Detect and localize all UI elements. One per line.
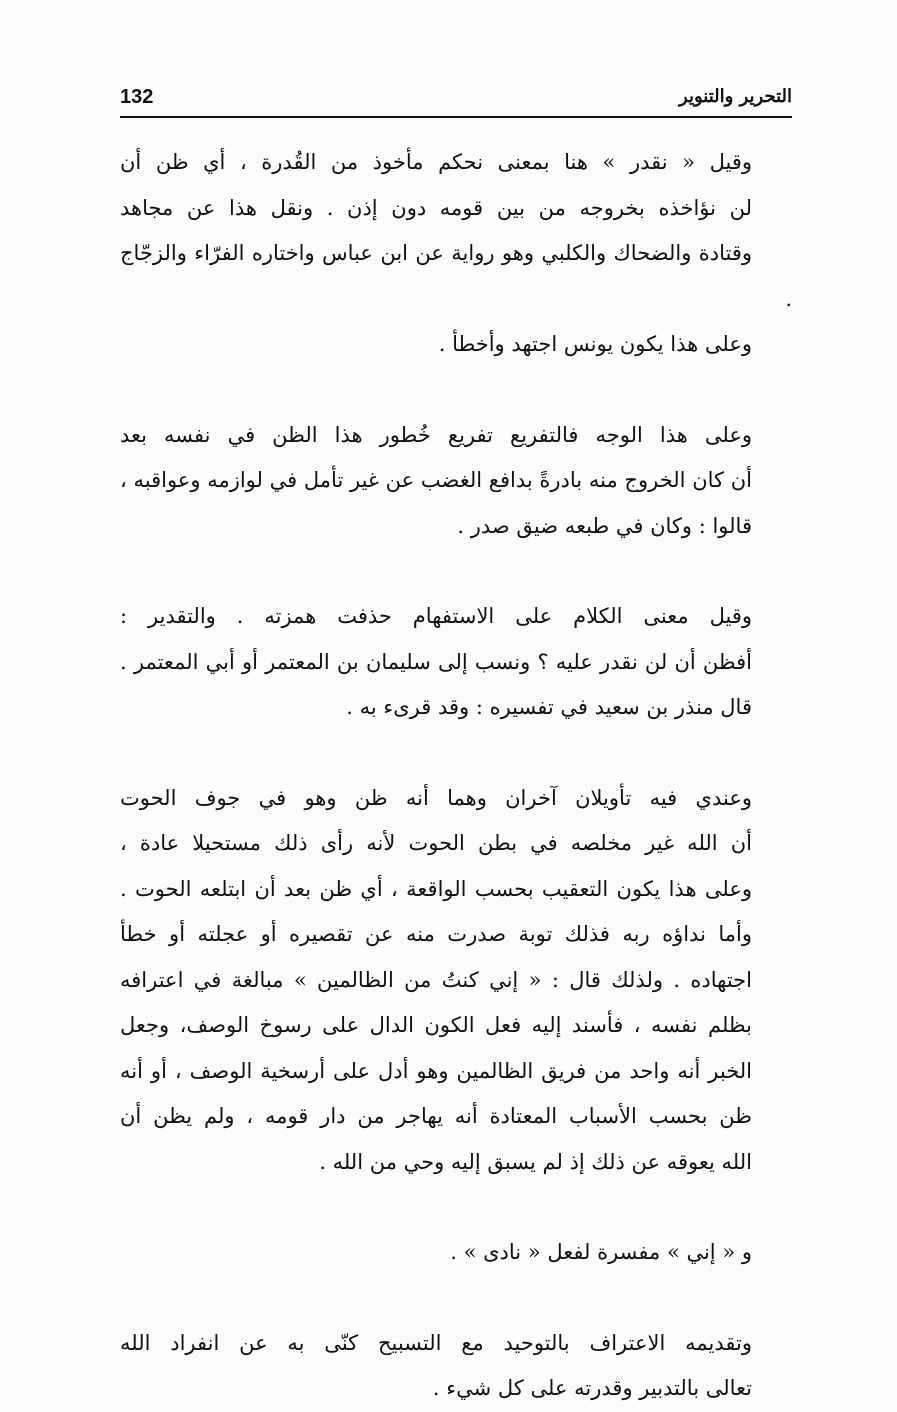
paragraph-6 — [120, 1230, 792, 1276]
paragraph-line: وعلى هذا يكون التعقيب بحسب الواقعة ، أي ظن بعد أن ابتلعه الحوت . — [120, 876, 752, 901]
paragraph-line: تعالى بالتدبير وقدرته على كل شيء . — [432, 1376, 752, 1400]
running-title: التحرير والتنوير — [679, 86, 792, 107]
paragraph-line: أن كان الخروج منه بادرةً بدافع الغضب عن غير تأمل في لوازمه وعواقبه ، — [120, 468, 752, 492]
paragraph-line: أن الله غير مخلصه في بطن الحوت لأنه رأى ذلك مستحيلا عادة ، — [120, 831, 752, 855]
page-header — [120, 86, 792, 114]
paragraph-3 — [120, 594, 792, 731]
paragraph-line: وعلى هذا الوجه فالتفريع تفريع خُطور هذا الظن في نفسه بعد — [120, 422, 752, 447]
paragraph-line: قال منذر بن سعيد في تفسيره : وقد قرىء به . — [346, 695, 752, 719]
paragraph-line: الله يعوقه عن ذلك إذ لم يسبق إليه وحي من الله . — [319, 1149, 752, 1174]
paragraph-line: اجتهاده . ولذلك قال : « إني كنتُ من الظالمين » مبالغة في اعترافه — [120, 967, 752, 992]
page-body — [120, 140, 792, 1412]
paragraph-line: وقيل « نقدر » هنا بمعنى نحكم مأخوذ من القُدرة ، أي ظن أن — [120, 150, 752, 174]
paragraph-5 — [120, 912, 792, 1185]
paragraph-2 — [120, 413, 792, 550]
paragraph-line: أفظن أن لن نقدر عليه ؟ ونسب إلى سليمان بن المعتمر أو أبي المعتمر . — [120, 649, 752, 674]
paragraph-line: لن نؤاخذه بخروجه من بين قومه دون إذن . ونقل هذا عن مجاهد — [120, 195, 752, 220]
paragraph-line: قالوا : وكان في طبعه ضيق صدر . — [457, 513, 752, 538]
paragraph-line: و « إني » مفسرة لفعل « نادى » . — [450, 1240, 752, 1264]
paragraph-1 — [120, 140, 792, 368]
page-number: 132 — [120, 86, 154, 108]
paragraph-line: وتقديمه الاعتراف بالتوحيد مع التسبيح كنّى به عن انفراد الله — [120, 1330, 752, 1355]
paragraph-7 — [120, 1321, 792, 1412]
paragraph-line: وأما نداؤه ربه فذلك توبة صدرت منه عن تقصيره أو عجلته أو خطأ — [120, 922, 752, 946]
paragraph-line: وقيل معنى الكلام على الاستفهام حذفت همزته . والتقدير : — [120, 604, 752, 628]
paragraph-line: وقتادة والضحاك والكلبي وهو رواية عن ابن عباس واختاره الفرّاء والزجّاج . — [120, 241, 792, 311]
paragraph-line: بظلم نفسه ، فأسند إليه فعل الكون الدال على رسوخ الوصف، وجعل — [120, 1013, 752, 1037]
paragraph-4 — [120, 776, 792, 913]
header-rule — [120, 116, 792, 118]
paragraph-line: ظن بحسب الأسباب المعتادة أنه يهاجر من دار قومه ، ولم يظن أن — [120, 1104, 752, 1128]
paragraph-line: الخبر أنه واحد من فريق الظالمين وهو أدل على أرسخية الوصف ، أو أنه — [120, 1058, 752, 1083]
paragraph-line: وعندي فيه تأويلان آخران وهما أنه ظن وهو في جوف الحوت — [120, 785, 752, 810]
paragraph-line: وعلى هذا يكون يونس اجتهد وأخطأ . — [438, 332, 752, 356]
